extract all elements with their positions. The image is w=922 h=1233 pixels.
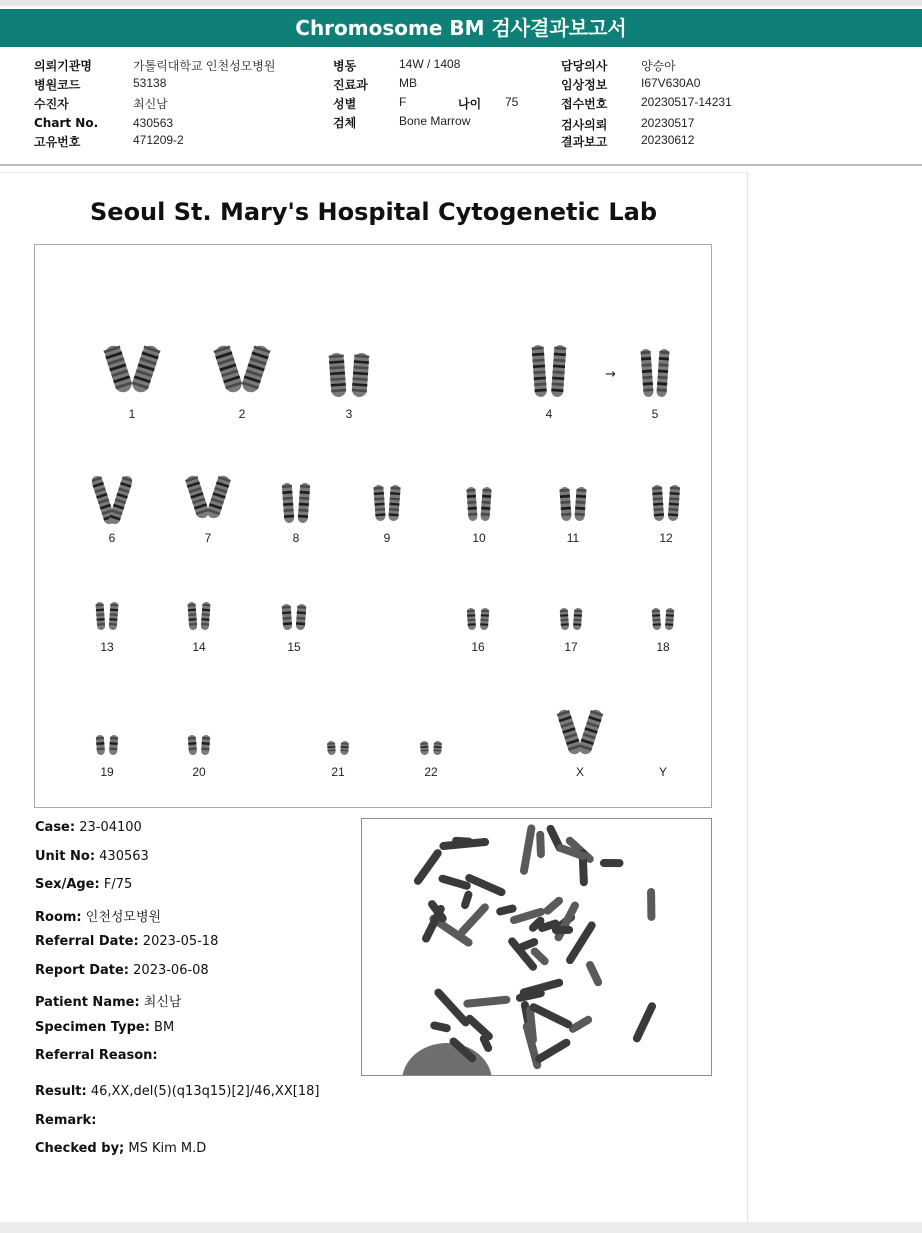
top-band (0, 0, 922, 6)
detail-key: Sex/Age: (35, 877, 100, 892)
detail-row (35, 1113, 96, 1128)
chromosome-pair-picture (416, 739, 446, 757)
chromosome-number: 20 (192, 765, 206, 779)
info-value: F (399, 95, 407, 109)
chromosome-9 (360, 483, 414, 547)
info-value: I67V630A0 (641, 76, 701, 90)
info-label: 담당의사 (561, 59, 608, 73)
detail-row (35, 1048, 158, 1063)
chromosome-pair-picture (370, 483, 404, 523)
chromosome-pair-picture (323, 351, 375, 399)
detail-value: 인천성모병원 (81, 910, 162, 925)
chromosome-8 (268, 481, 324, 547)
detail-key: Referral Reason: (35, 1048, 158, 1063)
info-value: 20230612 (641, 133, 695, 147)
chromosome-number: 13 (100, 640, 114, 654)
info-value: MB (399, 76, 417, 90)
detail-key: Patient Name: (35, 995, 140, 1010)
info-label: 접수번호 (561, 97, 608, 111)
chromosome-pair-picture (463, 485, 495, 523)
chromosome-number: 5 (651, 407, 659, 421)
chromosome-number: Y (658, 765, 667, 779)
info-value: 430563 (133, 116, 174, 130)
chromosome-pair-picture (92, 600, 122, 632)
detail-key: Case: (35, 820, 76, 835)
chromosome-number: 8 (292, 531, 300, 545)
chromosome-number: 18 (656, 640, 670, 654)
chromosome-number: 21 (331, 765, 345, 779)
detail-value: BM (149, 1020, 175, 1035)
detail-key: Unit No: (35, 849, 96, 864)
chromosome-number: 3 (345, 407, 353, 421)
chromosome-number: 9 (383, 531, 391, 545)
info-label: 검체 (333, 116, 357, 130)
chromosome-21 (313, 739, 363, 781)
chromosome-x (546, 707, 614, 781)
report-title: Chromosome BM 검사결과보고서 (295, 16, 627, 40)
chromosome-10 (453, 485, 505, 547)
chromosome-pair-picture (323, 739, 353, 757)
info-value: 20230517-14231 (641, 95, 732, 109)
chromosome-number: X (575, 765, 584, 779)
chromosome-5 (627, 347, 683, 423)
chromosome-number: 15 (287, 640, 301, 654)
info-value: 가톨릭대학교 인천성모병원 (133, 59, 276, 73)
detail-value: 46,XX,del(5)(q13q15)[2]/46,XX[18] (86, 1084, 320, 1099)
info-label: 결과보고 (561, 135, 608, 149)
chromosome-15 (268, 602, 320, 656)
chromosome-number: 12 (659, 531, 673, 545)
bottom-band (0, 1222, 922, 1233)
chromosome-number: 14 (192, 640, 206, 654)
info-label: 병동 (333, 59, 357, 73)
chromosome-pair-picture (278, 602, 310, 632)
chromosome-12 (638, 483, 694, 547)
detail-value: MS Kim M.D (124, 1141, 207, 1156)
detail-value: 2023-06-08 (129, 963, 209, 978)
chromosome-number: 1 (128, 407, 136, 421)
chromosome-4 (517, 343, 581, 423)
chromosome-number: 19 (100, 765, 114, 779)
chromosome-pair-picture (637, 347, 673, 399)
detail-value: F/75 (99, 877, 133, 892)
detail-key: Referral Date: (35, 934, 139, 949)
detail-key: Checked by; (35, 1141, 125, 1156)
info-value: Bone Marrow (399, 114, 471, 128)
chromosome-19 (82, 733, 132, 781)
info-label: 수진자 (34, 97, 69, 111)
chromosome-number: 4 (545, 407, 553, 421)
metaphase-spread-picture (362, 819, 711, 1075)
chromosome-pair-picture (556, 485, 590, 523)
chromosome-11 (546, 485, 600, 547)
chromosome-16 (453, 606, 503, 656)
arrow-icon: → (605, 367, 616, 382)
detail-row (35, 1084, 319, 1099)
info-value-age: 75 (505, 95, 519, 109)
chromosome-pair-picture (92, 473, 132, 527)
detail-value: 2023-05-18 (138, 934, 219, 949)
info-label: 고유번호 (34, 135, 81, 149)
chromosome-17 (546, 606, 596, 656)
detail-row (35, 877, 132, 892)
detail-key: Remark: (35, 1113, 97, 1128)
chromosome-number: 22 (424, 765, 438, 779)
detail-row (35, 963, 209, 978)
detail-value: 최신남 (139, 995, 182, 1010)
chromosome-number: 10 (472, 531, 486, 545)
chromosome-pair-picture (556, 707, 604, 757)
chromosome-1 (91, 343, 173, 423)
chromosome-number: 16 (471, 640, 485, 654)
detail-value: 23-04100 (75, 820, 142, 835)
patient-info-panel (0, 48, 922, 164)
detail-row (35, 934, 218, 949)
chromosome-20 (174, 733, 224, 781)
chromosome-pair-picture (463, 606, 493, 632)
chromosome-2 (201, 343, 283, 423)
chromosome-13 (82, 600, 132, 656)
info-value: 53138 (133, 76, 167, 90)
karyogram-panel (34, 244, 712, 808)
info-label: Chart No. (34, 116, 99, 130)
detail-key: Report Date: (35, 963, 130, 978)
info-label: 임상정보 (561, 78, 608, 92)
info-label: 병원코드 (34, 78, 81, 92)
chromosome-18 (638, 606, 688, 656)
chromosome-pair-picture (527, 343, 571, 399)
chromosome-number: 2 (238, 407, 246, 421)
detail-value: 430563 (95, 849, 149, 864)
chromosome-pair-picture (184, 473, 232, 521)
info-value: 최신남 (133, 97, 168, 111)
chromosome-pair-picture (184, 600, 214, 632)
detail-row (35, 1141, 206, 1156)
chromosome-14 (174, 600, 224, 656)
chromosome-pair-picture (92, 733, 122, 757)
lab-title: Seoul St. Mary's Hospital Cytogenetic Lab (90, 198, 657, 226)
chromosome-pair-picture (648, 483, 684, 523)
detail-row (35, 849, 149, 864)
detail-key: Result: (35, 1084, 87, 1099)
chromosome-number: 7 (204, 531, 212, 545)
chromosome-pair-picture (101, 343, 163, 395)
detail-row (35, 1020, 174, 1035)
info-label-age: 나이 (458, 97, 482, 111)
chromosome-7 (174, 473, 242, 547)
detail-key: Specimen Type: (35, 1020, 150, 1035)
chromosome-pair-picture (648, 606, 678, 632)
detail-key: Room: (35, 910, 82, 925)
info-value: 14W / 1408 (399, 57, 461, 71)
chromosome-6 (82, 473, 142, 547)
chromosome-number: 11 (566, 531, 580, 545)
metaphase-image (361, 818, 712, 1076)
chromosome-3 (313, 351, 385, 423)
detail-row (35, 820, 142, 835)
info-label: 성별 (333, 97, 357, 111)
chromosome-y (638, 725, 688, 781)
chromosome-22 (406, 739, 456, 781)
chromosome-number: 6 (108, 531, 116, 545)
chromosome-pair-picture (211, 343, 273, 395)
detail-row (35, 906, 161, 925)
info-value: 양승아 (641, 59, 676, 73)
chromosome-pair-picture (184, 733, 214, 757)
chromosome-pair-picture (278, 481, 314, 525)
info-value: 471209-2 (133, 133, 184, 147)
chromosome-pair-picture (556, 606, 586, 632)
info-value: 20230517 (641, 116, 695, 130)
header-divider (0, 164, 922, 166)
info-label: 검사의뢰 (561, 118, 608, 132)
chromosome-number: 17 (564, 640, 578, 654)
report-header (0, 9, 922, 47)
detail-row (35, 991, 181, 1010)
info-label: 의뢰기관명 (34, 59, 92, 73)
info-label: 진료과 (333, 78, 368, 92)
